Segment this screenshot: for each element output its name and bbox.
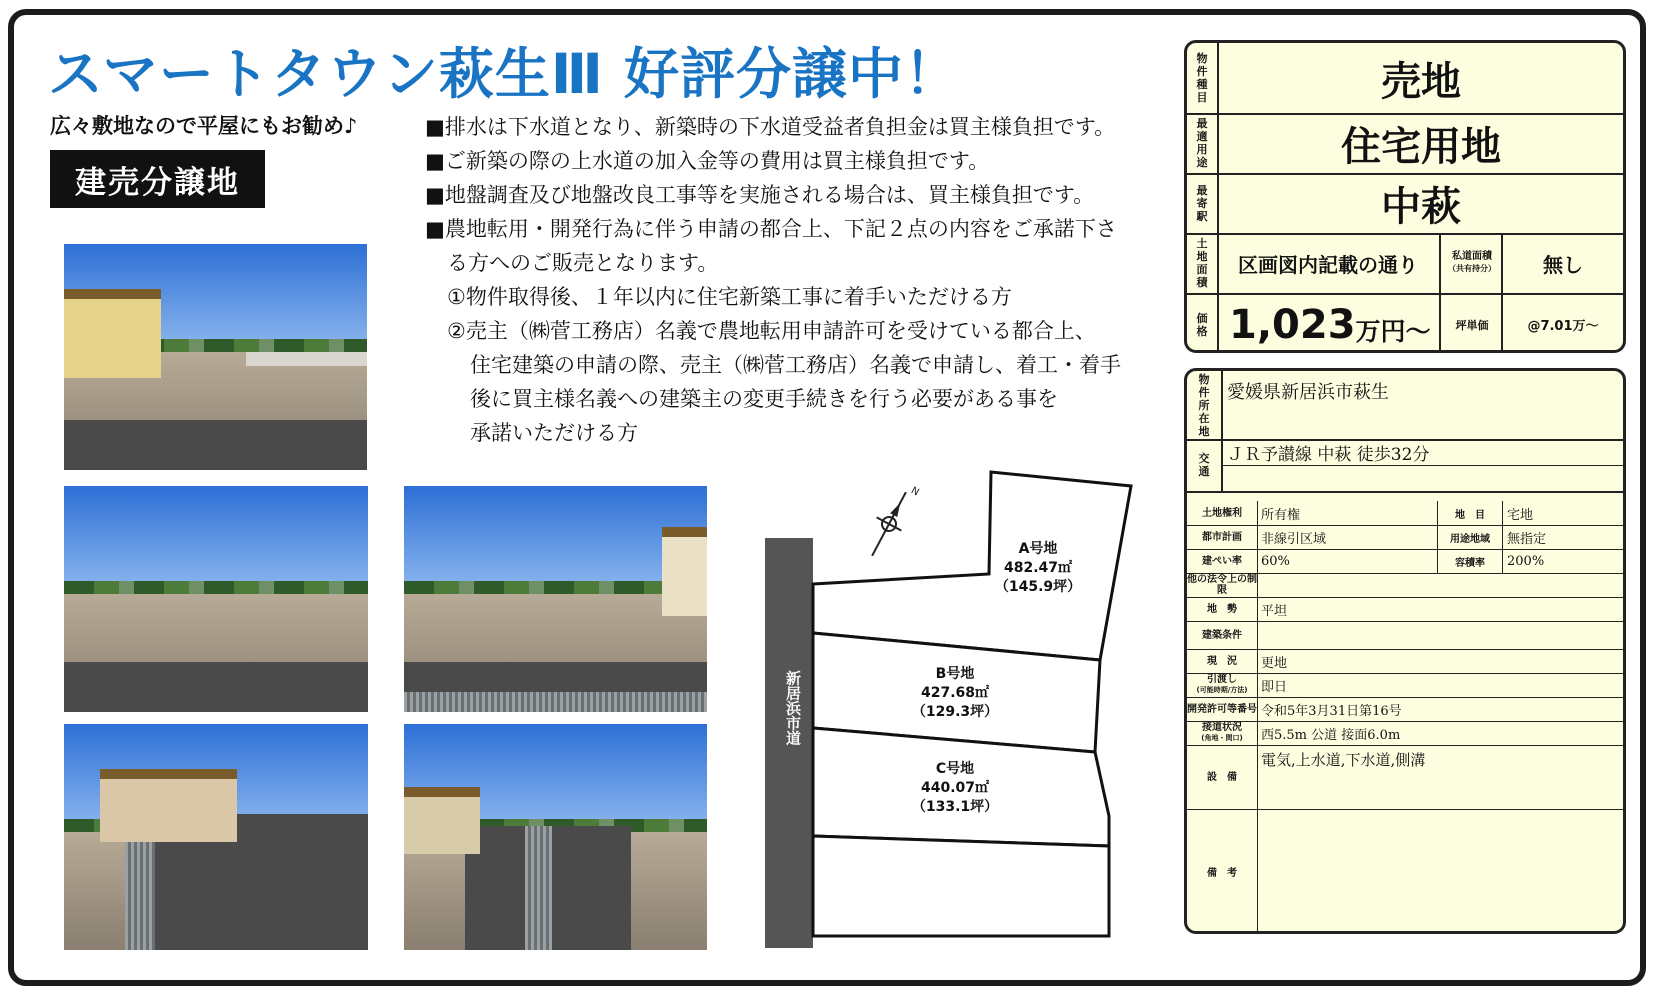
other-law-label: 他の法令上の制限	[1187, 574, 1257, 596]
note-item: 後に買主様名義への建築主の変更手続きを行う必要がある事を	[470, 387, 1058, 411]
summary-use-row	[1187, 113, 1623, 175]
lot-a-tsubo: （145.9坪）	[994, 579, 1082, 595]
summary-table	[1184, 40, 1626, 353]
road-label: 新居浜市道	[784, 670, 802, 746]
notes-list	[425, 110, 1155, 450]
terrain-value: 平坦	[1261, 603, 1288, 619]
lot-a-area: 482.47㎡	[1003, 560, 1073, 576]
handover-value: 即日	[1261, 679, 1288, 695]
use-label: 最適用途	[1196, 117, 1208, 169]
other-law-row	[1187, 573, 1623, 598]
lot-c-tsubo: （133.1坪）	[911, 799, 999, 815]
site-photo-3	[404, 486, 707, 712]
road-access-row	[1187, 721, 1623, 746]
note-item: ①物件取得後、１年以内に住宅新築工事に着手いただける方	[447, 285, 1012, 309]
lot-b-tsubo: （129.3坪）	[911, 704, 999, 720]
facility-label: 設 備	[1187, 745, 1258, 809]
summary-type-row	[1187, 43, 1623, 115]
private-road-label-cell	[1439, 233, 1503, 293]
land-category-value: 宅地	[1507, 507, 1534, 523]
plot-plan	[757, 458, 1142, 948]
price-unit: 万円～	[1355, 316, 1431, 346]
far-label: 容積率	[1437, 549, 1503, 573]
price-value	[1217, 293, 1451, 353]
status-value: 更地	[1261, 655, 1288, 671]
subtitle: 広々敷地なので平屋にもお勧め♪	[50, 114, 358, 138]
land-right-label: 土地権利	[1187, 501, 1258, 525]
location-row	[1187, 371, 1623, 441]
remarks-row	[1187, 809, 1623, 934]
detail-row-2	[1187, 525, 1623, 550]
development-permit-label: 開発許可等番号	[1187, 697, 1258, 721]
lot-c-name: C号地	[935, 761, 975, 777]
handover-row	[1187, 673, 1623, 698]
location-value: 愛媛県新居浜市萩生	[1227, 382, 1389, 403]
land-right-value: 所有権	[1261, 507, 1301, 523]
building-condition-row	[1187, 621, 1623, 650]
tsubo-value: @7.01万～	[1501, 293, 1623, 353]
road-access-label: 接道状況	[1202, 722, 1242, 733]
location-label: 物件所在地	[1198, 372, 1210, 438]
type-value: 売地	[1381, 58, 1461, 105]
note-item: ■排水は下水道となり、新築時の下水道受益者負担金は買主様負担です。	[425, 115, 1116, 139]
summary-station-row	[1187, 173, 1623, 235]
lot-c-area: 440.07㎡	[920, 780, 990, 796]
transport-row	[1187, 439, 1623, 493]
development-permit-row	[1187, 697, 1623, 722]
area-value: 区画図内記載の通り	[1238, 252, 1418, 277]
site-photo-1	[64, 244, 367, 470]
handover-label: 引渡し	[1207, 674, 1237, 685]
facility-row	[1187, 745, 1623, 810]
station-label: 最寄駅	[1196, 183, 1208, 223]
lot-b-name: B号地	[935, 666, 975, 682]
terrain-row	[1187, 597, 1623, 622]
note-item: ②売主（㈱菅工務店）名義で農地転用申請許可を受けている都合上、	[447, 319, 1096, 343]
status-row	[1187, 649, 1623, 674]
details-table	[1184, 368, 1626, 934]
price-number: 1,023	[1229, 301, 1356, 348]
note-item: ■地盤調査及び地盤改良工事等を実施される場合は、買主様負担です。	[425, 183, 1095, 207]
north-label: N	[908, 485, 921, 499]
road-access-value: 西5.5m 公道 接面6.0m	[1261, 727, 1401, 743]
note-item: る方へのご販売となります。	[447, 251, 719, 275]
summary-price-row	[1187, 293, 1623, 353]
page-title: スマートタウン萩生Ⅲ 好評分譲中！	[48, 42, 961, 106]
site-photo-2	[64, 486, 368, 712]
note-item: ■農地転用・開発行為に伴う申請の都合上、下記２点の内容をご承諾下さ	[425, 217, 1117, 241]
handover-sub: (可能時期/方法)	[1196, 686, 1248, 694]
private-road-sub: （共有持分）	[1448, 264, 1496, 273]
category-badge: 建売分譲地	[50, 150, 265, 208]
use-value: 住宅用地	[1341, 123, 1501, 170]
remarks-label: 備 考	[1187, 809, 1258, 934]
price-label: 価格	[1196, 311, 1208, 338]
transport-label: 交通	[1198, 452, 1210, 478]
facility-value: 電気,上水道,下水道,側溝	[1261, 751, 1426, 769]
detail-row-3	[1187, 549, 1623, 574]
zoning-value: 無指定	[1507, 531, 1547, 547]
transport-value: ＪＲ予讃線 中萩 徒歩32分	[1227, 444, 1430, 465]
area-label: 土地面積	[1196, 237, 1208, 289]
coverage-label: 建ぺい率	[1187, 549, 1258, 573]
note-item: ■ご新築の際の上水道の加入金等の費用は買主様負担です。	[425, 149, 990, 173]
lot-b-area: 427.68㎡	[920, 685, 990, 701]
road-access-sub: (角地・間口)	[1201, 734, 1243, 742]
city-plan-label: 都市計画	[1187, 525, 1258, 549]
north-arrow-icon	[860, 477, 923, 563]
city-plan-value: 非線引区域	[1261, 531, 1327, 547]
tsubo-label: 坪単価	[1439, 293, 1503, 353]
zoning-label: 用途地域	[1437, 525, 1503, 549]
note-item: 住宅建築の申請の際、売主（㈱菅工務店）名義で申請し、着工・着手	[470, 353, 1121, 377]
far-value: 200%	[1507, 553, 1545, 569]
type-label: 物件種目	[1196, 52, 1208, 104]
site-photo-5	[404, 724, 707, 950]
site-photo-4	[64, 724, 368, 950]
status-label: 現 況	[1187, 649, 1258, 673]
development-permit-value: 令和5年3月31日第16号	[1261, 703, 1402, 719]
station-value: 中萩	[1381, 183, 1461, 230]
note-item: 承諾いただける方	[470, 421, 638, 445]
private-road-label: 私道面積	[1452, 251, 1492, 262]
detail-row-1	[1187, 501, 1623, 526]
land-category-label: 地 目	[1437, 501, 1503, 525]
terrain-label: 地 勢	[1187, 597, 1258, 621]
coverage-value: 60%	[1261, 553, 1290, 569]
building-condition-label: 建築条件	[1187, 621, 1258, 649]
summary-area-row	[1187, 233, 1623, 295]
private-road-value: 無し	[1501, 233, 1623, 293]
lot-a-name: A号地	[1018, 541, 1058, 557]
